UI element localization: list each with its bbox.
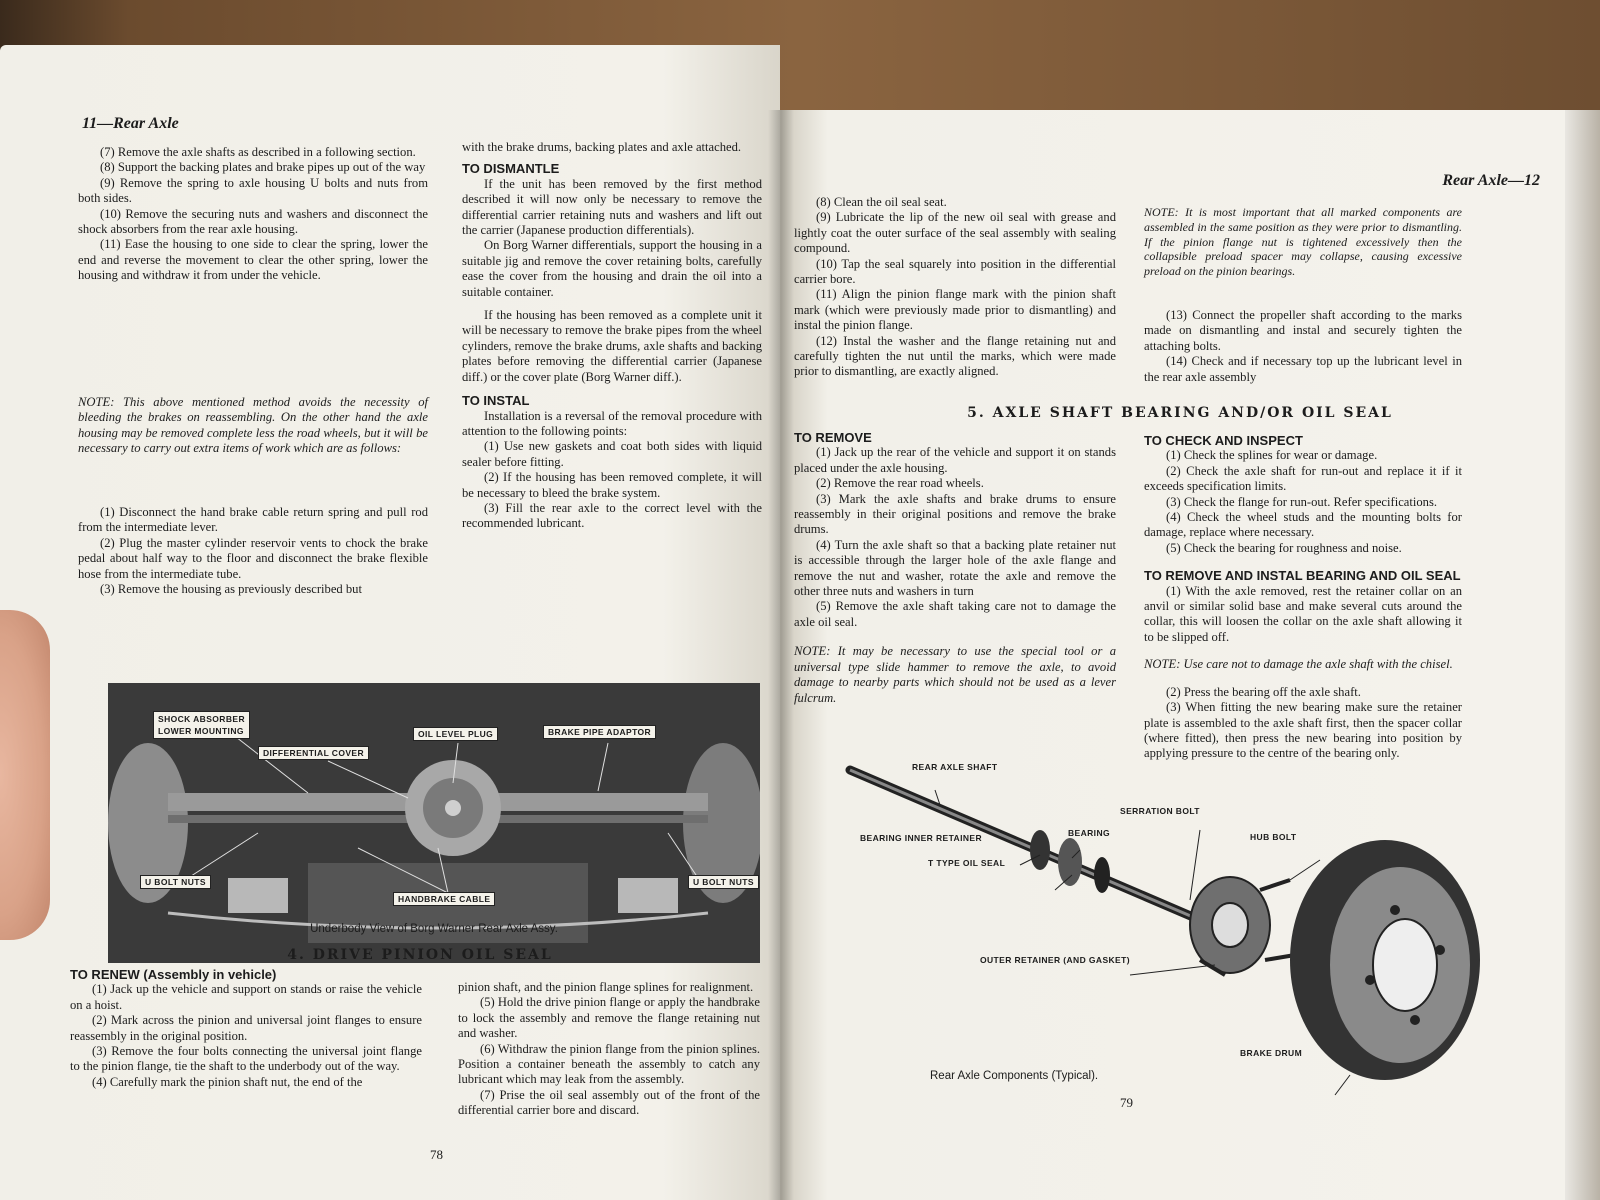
step: (5) Hold the drive pinion flange or apply the handbrake to lock the assembly and remove the flange retaining nut and washer. — [458, 995, 760, 1041]
step: (1) With the axle removed, rest the retainer collar on an anvil or similar solid base and make several cuts around the collar, this will loosen the collar on the axle shaft allowing it to be slipped off. — [1144, 583, 1462, 644]
step: (14) Check and if necessary top up the lubricant level in the rear axle assembly — [1144, 354, 1462, 384]
label-shock-absorber: SHOCK ABSORBER LOWER MOUNTING — [153, 711, 250, 739]
instal-heading: TO INSTAL — [462, 393, 530, 409]
remove-heading: TO REMOVE — [794, 430, 872, 445]
step: (4) Check the wheel studs and the mounting bolts for damage, replace where necessary. — [1144, 510, 1462, 540]
step: (1) Jack up the vehicle and support on stands or raise the vehicle on a hoist. — [70, 982, 422, 1012]
step: (4) Carefully mark the pinion shaft nut, the end of the — [92, 1074, 363, 1089]
step: (8) Support the backing plates and brake pipes up out of the way — [100, 160, 426, 175]
renew-col2 — [458, 980, 760, 1119]
bearing-note: NOTE: Use care not to damage the axle shaft with the chisel. — [1144, 657, 1453, 672]
right-col1-steps — [794, 195, 1116, 380]
label-serration-bolt: SERRATION BOLT — [1120, 806, 1200, 816]
book-gutter-shadow — [768, 110, 794, 1200]
right-remove-col — [794, 430, 1116, 706]
instal-step: (1) Use new gaskets and coat both sides with liquid sealer before fitting. — [462, 439, 762, 469]
underbody-photo — [108, 683, 760, 963]
label-bearing: BEARING — [1068, 828, 1110, 838]
renew-heading: TO RENEW (Assembly in vehicle) — [70, 967, 277, 982]
step: (2) Plug the master cylinder reservoir vents to chock the brake pedal about half way to the floor and disconnect the brake flexible hose from the intermediate tube. — [78, 535, 428, 581]
step: (8) Clean the oil seal seat. — [816, 195, 947, 209]
step: (2) Mark across the pinion and universal joint flanges to ensure reassembly in the original position. — [70, 1013, 422, 1043]
right-check-col — [1144, 433, 1462, 762]
underbody-caption: Underbody View of Borg Warner Rear Axle Assy. — [310, 923, 558, 935]
dismantle-para: If the unit has been removed by the first method described it will now only be necessary to remove the differential carrier retaining nuts and washers and lift out the carrier (Japanese production differentials). — [462, 176, 762, 238]
label-differential-cover: DIFFERENTIAL COVER — [258, 746, 369, 760]
step: (7) Prise the oil seal assembly out of the front of the differential carrier bore and discard. — [458, 1087, 760, 1118]
dismantle-heading: TO DISMANTLE — [462, 161, 560, 177]
step: (3) Check the flange for run-out. Refer specifications. — [1166, 494, 1438, 509]
step: (1) Check the splines for wear or damage. — [1166, 448, 1378, 463]
instal-step: (3) Fill the rear axle to the correct level with the recommended lubricant. — [462, 500, 762, 531]
left-col1-steps — [78, 145, 428, 284]
step: (9) Remove the spring to axle housing U bolts and nuts from both sides. — [78, 175, 428, 206]
label-hub-bolt: HUB BOLT — [1250, 832, 1297, 842]
left-col2 — [462, 140, 762, 532]
axle-components-caption: Rear Axle Components (Typical). — [930, 1070, 1099, 1082]
step: (12) Instal the washer and the flange retaining nut and carefully tighten the nut until the marks, which were made prior to dismantling, are exactly aligned. — [794, 333, 1116, 379]
thumb — [0, 610, 50, 940]
step: (5) Check the bearing for roughness and noise. — [1166, 540, 1402, 555]
label-oil-level-plug: OIL LEVEL PLUG — [413, 727, 498, 741]
label-handbrake-cable: HANDBRAKE CABLE — [393, 892, 495, 906]
step: (1) Disconnect the hand brake cable return spring and pull rod from the intermediate lever. — [78, 505, 428, 535]
right-col2-steps — [1144, 308, 1462, 385]
col2-intro: with the brake drums, backing plates and axle attached. — [462, 140, 742, 154]
book-cover-edge — [1565, 110, 1600, 1200]
label-u-bolt-nuts-right: U BOLT NUTS — [688, 875, 759, 889]
step: (4) Turn the axle shaft so that a backing plate retainer nut is accessible through the larger hole of the axle flange and remove the nut and washer, rotate the axle and remove the other three nuts and washers in turn — [794, 537, 1116, 599]
step: (3) Mark the axle shafts and brake drums to ensure reassembly in their original positions and remove the brake drums. — [794, 491, 1116, 537]
section5-heading: 5. AXLE SHAFT BEARING AND/OR OIL SEAL — [967, 405, 1393, 421]
step: (2) Remove the rear road wheels. — [816, 476, 984, 491]
renew-col2-intro: pinion shaft, and the pinion flange splines for realignment. — [458, 980, 754, 994]
section4-heading: 4. DRIVE PINION OIL SEAL — [287, 947, 553, 963]
step: (1) Jack up the rear of the vehicle and support it on stands placed under the axle housing. — [794, 445, 1116, 475]
bearing-heading: TO REMOVE AND INSTAL BEARING AND OIL SEAL — [1144, 568, 1461, 584]
left-page — [0, 45, 780, 1200]
step: (10) Tap the seal squarely into position in the differential carrier bore. — [794, 256, 1116, 287]
step: (13) Connect the propeller shaft according to the marks made on dismantling and instal and securely tighten the attaching bolts. — [1144, 308, 1462, 353]
renew-col1 — [70, 967, 422, 1090]
page-number-left: 78 — [430, 1147, 443, 1162]
dismantle-para: If the housing has been removed as a complete unit it will be necessary to remove the brake pipes from the wheel cylinders, remove the brake drums, axle shafts and backing plates before removing the differential carrier (Japanese diff.) or the cover plate (Borg Warner diff.). — [462, 308, 762, 384]
step: (3) Remove the four bolts connecting the universal joint flange to the pinion flange, tie the shaft to the underbody out of the way. — [70, 1044, 422, 1074]
step: (5) Remove the axle shaft taking care not to damage the axle oil seal. — [794, 599, 1116, 629]
step: (11) Align the pinion flange mark with the pinion shaft mark (which were previously made prior to dismantling) and instal the pinion flange. — [794, 287, 1116, 333]
step: (2) Check the axle shaft for run-out and replace it if it exceeds specification limits. — [1144, 463, 1462, 494]
label-brake-drum: BRAKE DRUM — [1240, 1048, 1303, 1058]
left-col1-note: NOTE: This above mentioned method avoids the necessity of bleeding the brakes on reassembling. On the other hand the axle housing may be removed complete less the road wheels, but it will be necessary to carry out extra items of work which are as follows: — [78, 395, 428, 456]
right-col2-note: NOTE: It is most important that all marked components are assembled in the same position as they were prior to dismantling. If the pinion flange nut is tightened excessively then the collapsible preload spacer may collapse, causing excessive preload on the pinion bearings. — [1144, 205, 1462, 279]
label-rear-axle-shaft: REAR AXLE SHAFT — [912, 762, 998, 772]
page-number-right: 79 — [1120, 1095, 1133, 1110]
left-col1-steps2 — [78, 505, 428, 597]
step: (10) Remove the securing nuts and washers and disconnect the shock absorbers from the rear axle housing. — [78, 206, 428, 237]
step: (7) Remove the axle shafts as described in a following section. — [100, 145, 416, 159]
label-brake-pipe-adaptor: BRAKE PIPE ADAPTOR — [543, 725, 656, 739]
label-outer-retainer: OUTER RETAINER (AND GASKET) — [980, 955, 1130, 965]
label-bearing-inner-retainer: BEARING INNER RETAINER — [860, 833, 982, 843]
step: (2) Press the bearing off the axle shaft. — [1166, 684, 1361, 699]
instal-intro: Installation is a reversal of the removal procedure with attention to the following points: — [462, 408, 762, 438]
left-running-head: 11—Rear Axle — [82, 115, 179, 132]
right-page — [780, 110, 1575, 1200]
remove-note: NOTE: It may be necessary to use the special tool or a universal type slide hammer to remove the axle, to avoid damage to nearby parts which should not be used as a lever fulcrum. — [794, 644, 1116, 705]
check-heading: TO CHECK AND INSPECT — [1144, 433, 1303, 448]
right-running-head: Rear Axle—12 — [1442, 172, 1540, 189]
axle-components-figure — [840, 750, 1480, 1170]
step: (11) Ease the housing to one side to clear the spring, lower the end and reverse the movement to clear the other spring, lower the housing and withdraw it from under the vehicle. — [78, 237, 428, 283]
instal-step: (2) If the housing has been removed complete, it will be necessary to bleed the brake system. — [462, 470, 762, 500]
label-u-bolt-nuts-left: U BOLT NUTS — [140, 875, 211, 889]
dismantle-para: On Borg Warner differentials, support the housing in a suitable jig and remove the cover retaining bolts, carefully ease the cover from the housing and drain the oil into a suitable container. — [462, 238, 762, 299]
step: (9) Lubricate the lip of the new oil seal with grease and lightly coat the outer surface of the seal assembly with sealing compound. — [794, 210, 1116, 256]
step: (6) Withdraw the pinion flange from the pinion splines. Position a container beneath the assembly to catch any lubricant which may leak from the assembly. — [458, 1041, 760, 1087]
step: (3) When fitting the new bearing make sure the retainer plate is assembled to the axle shaft first, then the spacer collar (where fitted), then press the new bearing into position by applying pressure to the centre of the bearing only. — [1144, 700, 1462, 761]
label-t-type-oil-seal: T TYPE OIL SEAL — [928, 858, 1006, 868]
step: (3) Remove the housing as previously described but — [100, 582, 362, 597]
